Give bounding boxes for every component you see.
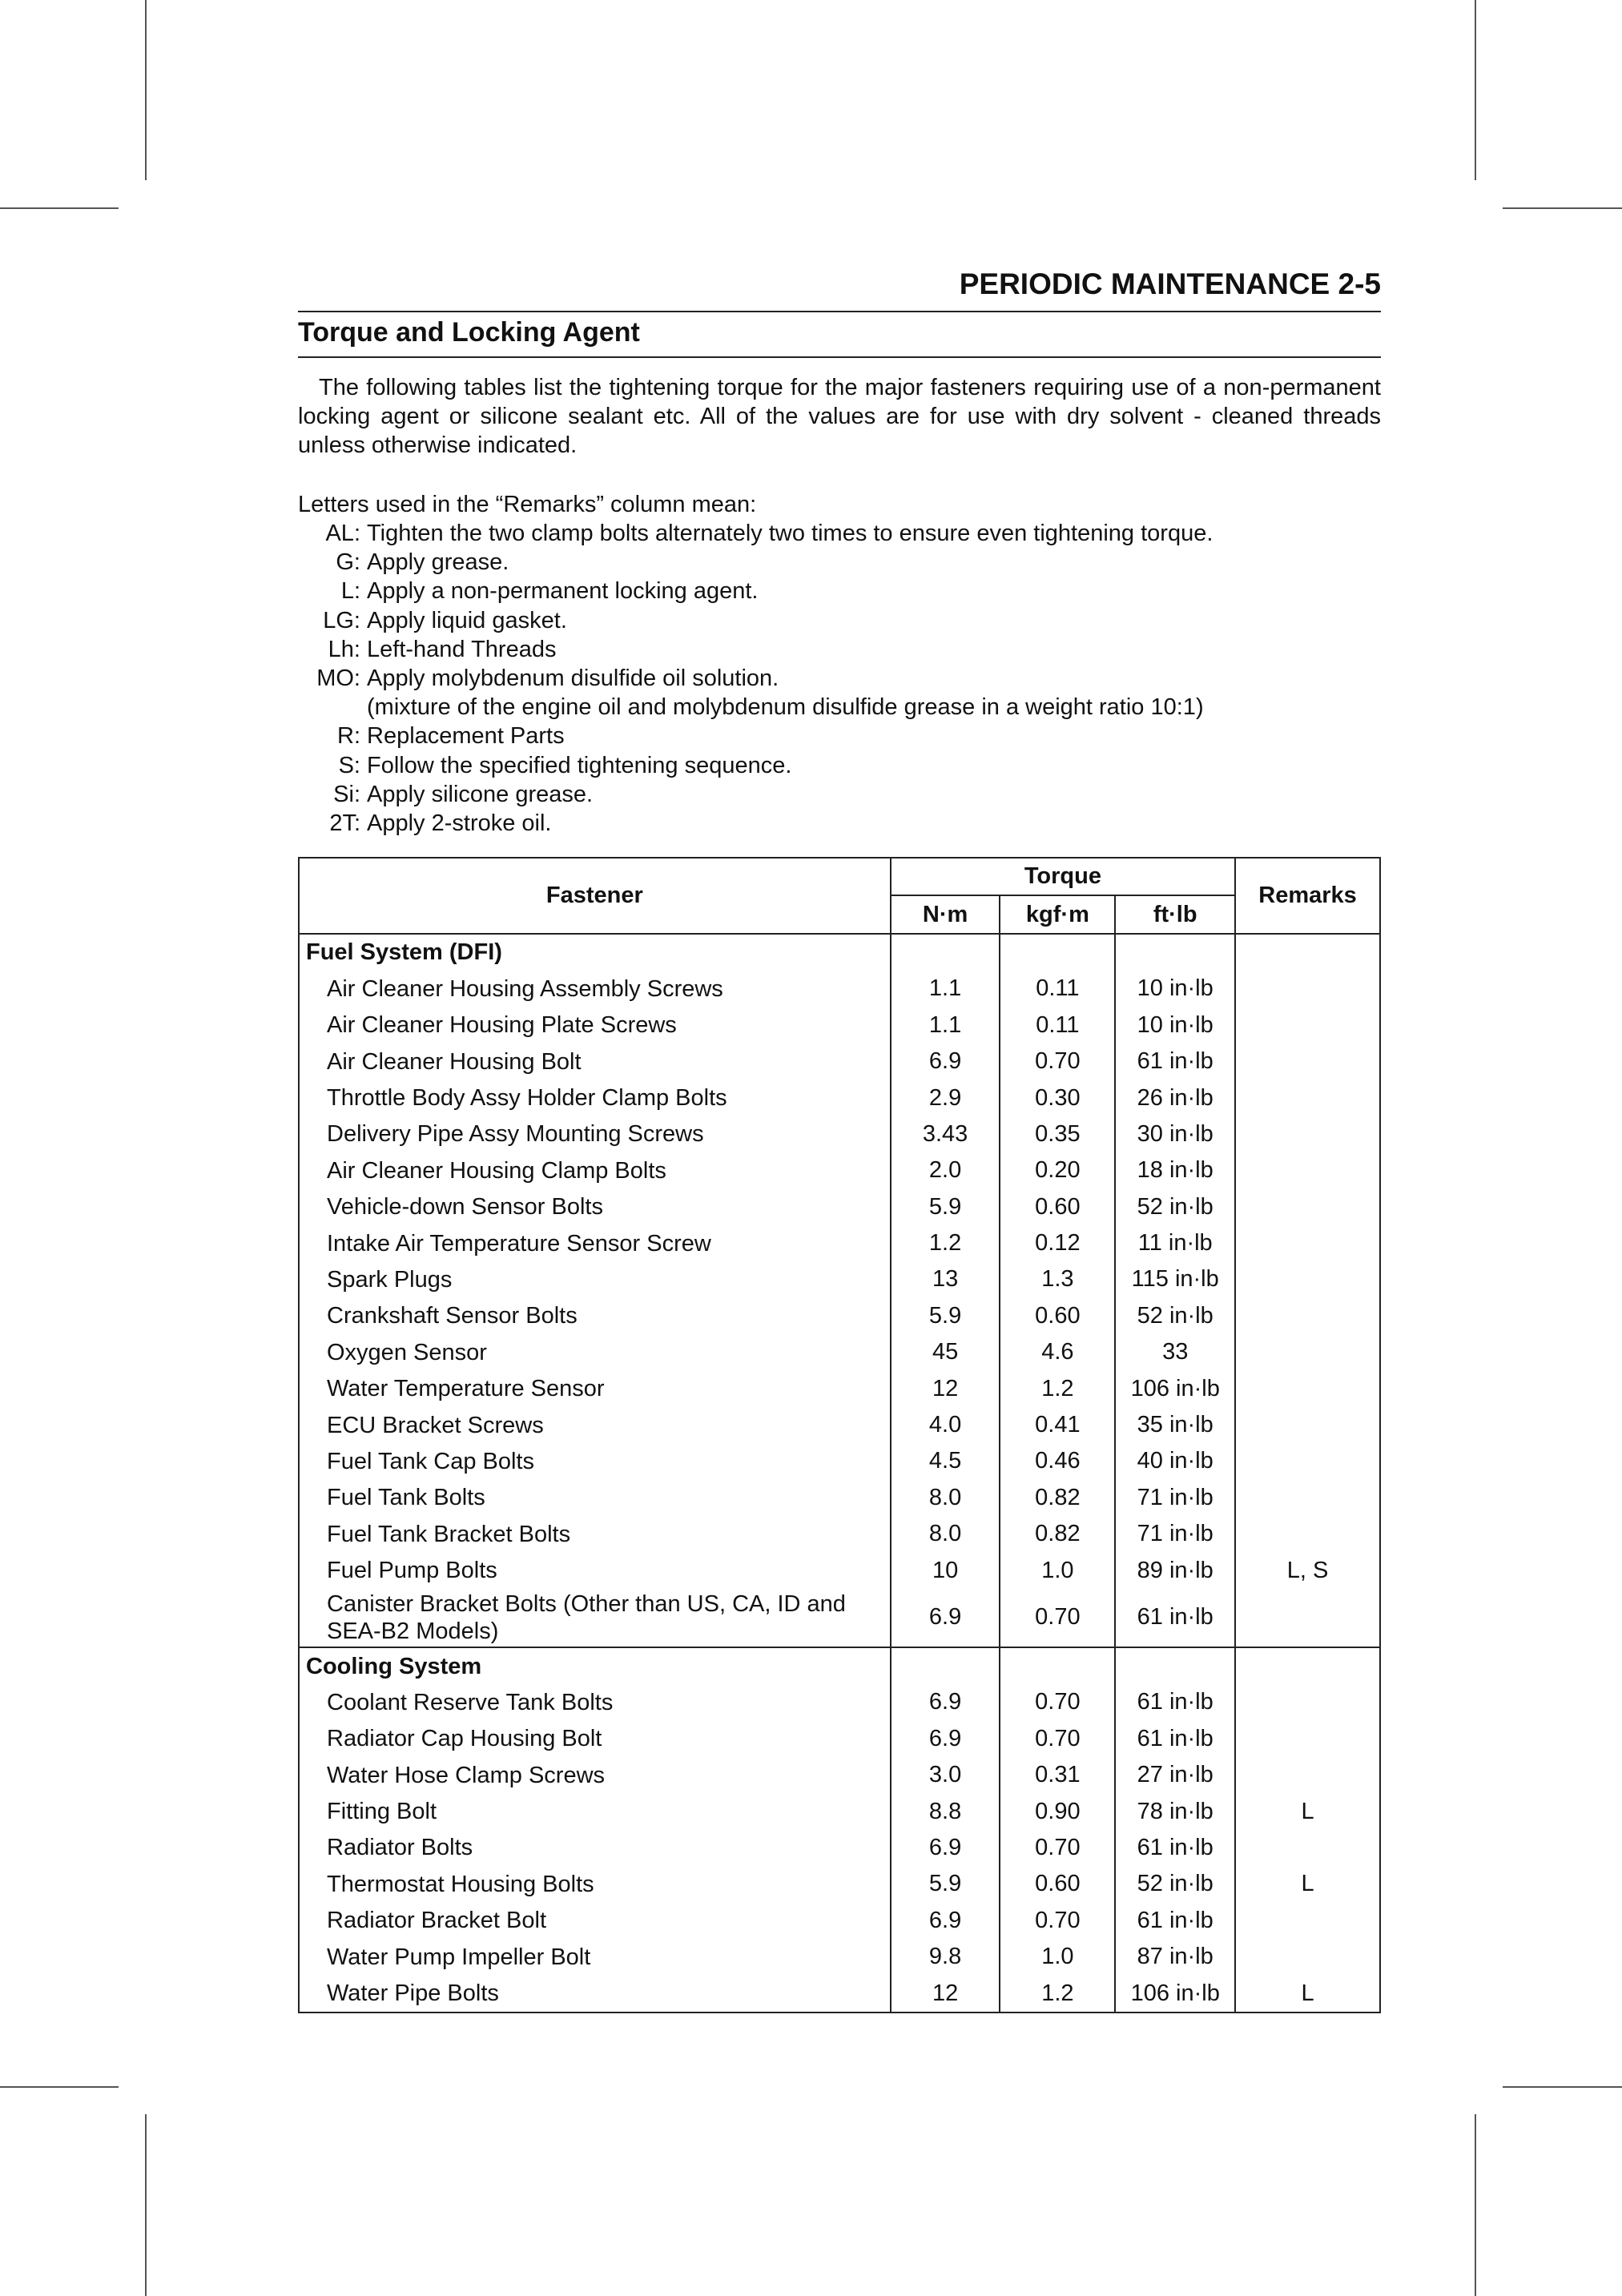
fastener-name: Canister Bracket Bolts (Other than US, CA, ID and SEA-B2 Models) [299,1589,891,1647]
torque-nm: 2.0 [891,1152,1000,1188]
torque-table [298,857,1381,2013]
torque-kgfm: 0.20 [1000,1152,1115,1188]
torque-nm: 45 [891,1334,1000,1370]
table-row [299,1370,1380,1406]
remarks-legend [298,519,1381,838]
table-row [299,1721,1380,1757]
torque-ftlb: 11 in·lb [1115,1225,1235,1261]
remarks-cell: L [1235,1975,1380,2012]
remarks-cell [1235,1757,1380,1793]
fastener-name: Fuel Tank Bolts [299,1480,891,1516]
table-row [299,1793,1380,1829]
header-nm: N·m [891,895,1000,933]
fastener-name: Air Cleaner Housing Clamp Bolts [299,1152,891,1188]
group-row [299,934,1380,971]
fastener-name: Crankshaft Sensor Bolts [299,1298,891,1334]
torque-kgfm: 0.70 [1000,1830,1115,1866]
torque-kgfm: 1.0 [1000,1552,1115,1588]
torque-nm: 6.9 [891,1589,1000,1647]
torque-kgfm: 1.2 [1000,1975,1115,2012]
table-row [299,1334,1380,1370]
fastener-name: Fuel Pump Bolts [299,1552,891,1588]
table-row [299,1589,1380,1647]
torque-ftlb: 52 in·lb [1115,1298,1235,1334]
table-group [299,934,1380,1647]
crop-mark [0,207,119,209]
crop-mark [1475,2114,1476,2296]
remarks-cell [1235,1152,1380,1188]
remarks-cell: L, S [1235,1552,1380,1588]
torque-ftlb: 61 in·lb [1115,1903,1235,1939]
torque-ftlb: 71 in·lb [1115,1516,1235,1552]
legend-text: Follow the specified tightening sequence. [367,752,792,778]
page-header: PERIODIC MAINTENANCE 2-5 [959,267,1381,300]
fastener-name: Coolant Reserve Tank Bolts [299,1684,891,1720]
torque-nm: 8.8 [891,1793,1000,1829]
fastener-name: Fuel Tank Bracket Bolts [299,1516,891,1552]
torque-ftlb: 35 in·lb [1115,1407,1235,1443]
legend-item [298,693,1381,722]
legend-item [298,664,1381,693]
legend-text: Apply a non-permanent locking agent. [367,578,759,605]
fastener-name: Fitting Bolt [299,1793,891,1829]
table-row [299,1007,1380,1043]
table-row [299,1480,1380,1516]
torque-ftlb: 33 [1115,1334,1235,1370]
torque-nm: 12 [891,1370,1000,1406]
crop-mark [145,2114,147,2296]
torque-kgfm: 0.60 [1000,1866,1115,1902]
legend-item [298,606,1381,635]
crop-mark [0,2086,119,2088]
table-group [299,1647,1380,2013]
header-rule [298,311,1381,312]
torque-kgfm: 0.30 [1000,1080,1115,1116]
legend-item [298,722,1381,750]
table-row [299,1757,1380,1793]
legend-item [298,751,1381,780]
legend-code [298,693,360,722]
torque-nm: 1.1 [891,1007,1000,1043]
table-row [299,1552,1380,1588]
legend-text: (mixture of the engine oil and molybdenum disulfide grease in a weight ratio 10:1) [367,694,1204,721]
empty-cell [1235,934,1380,971]
empty-cell [891,1647,1000,1684]
table-row [299,1516,1380,1552]
table-row [299,1830,1380,1866]
torque-ftlb: 30 in·lb [1115,1116,1235,1152]
crop-mark [145,0,147,180]
legend-item [298,577,1381,605]
remarks-cell [1235,1721,1380,1757]
legend-text: Apply grease. [367,549,509,576]
torque-kgfm: 0.82 [1000,1480,1115,1516]
torque-nm: 1.2 [891,1225,1000,1261]
legend-text: Apply molybdenum disulfide oil solution. [367,665,779,691]
torque-nm: 2.9 [891,1080,1000,1116]
torque-ftlb: 106 in·lb [1115,1370,1235,1406]
torque-ftlb: 52 in·lb [1115,1866,1235,1902]
torque-nm: 6.9 [891,1684,1000,1720]
torque-ftlb: 10 in·lb [1115,971,1235,1007]
fastener-name: Air Cleaner Housing Assembly Screws [299,971,891,1007]
legend-text: Apply silicone grease. [367,781,594,807]
torque-nm: 5.9 [891,1866,1000,1902]
legend-code: Lh: [328,636,360,662]
remarks-cell [1235,1407,1380,1443]
torque-nm: 5.9 [891,1189,1000,1225]
torque-nm: 8.0 [891,1516,1000,1552]
intro-paragraph [298,373,1381,460]
crop-mark [1503,2086,1622,2088]
torque-ftlb: 26 in·lb [1115,1080,1235,1116]
remarks-cell [1235,1189,1380,1225]
legend-code: R: [337,723,360,750]
remarks-cell [1235,1903,1380,1939]
crop-mark [1475,0,1476,180]
table-row [299,1684,1380,1720]
fastener-name: Air Cleaner Housing Plate Screws [299,1007,891,1043]
torque-nm: 1.1 [891,971,1000,1007]
table-row [299,1261,1380,1297]
legend-text: Replacement Parts [367,723,565,750]
table-row [299,1407,1380,1443]
fastener-name: Radiator Cap Housing Bolt [299,1721,891,1757]
torque-nm: 12 [891,1975,1000,2012]
torque-ftlb: 115 in·lb [1115,1261,1235,1297]
table-row [299,1866,1380,1902]
fastener-name: Radiator Bracket Bolt [299,1903,891,1939]
torque-ftlb: 87 in·lb [1115,1939,1235,1975]
torque-kgfm: 0.46 [1000,1443,1115,1479]
torque-nm: 8.0 [891,1480,1000,1516]
torque-nm: 3.43 [891,1116,1000,1152]
section-rule [298,356,1381,358]
torque-ftlb: 78 in·lb [1115,1793,1235,1829]
legend-text: Apply liquid gasket. [367,607,567,633]
legend-text: Apply 2-stroke oil. [367,810,552,836]
fastener-name: Water Hose Clamp Screws [299,1757,891,1793]
table-row [299,1080,1380,1116]
legend-item [298,780,1381,809]
legend-code: S: [338,752,360,778]
empty-cell [1235,1647,1380,1684]
remarks-cell [1235,1261,1380,1297]
remarks-cell [1235,1043,1380,1080]
torque-kgfm: 0.60 [1000,1189,1115,1225]
empty-cell [1115,1647,1235,1684]
torque-kgfm: 0.70 [1000,1903,1115,1939]
remarks-cell [1235,971,1380,1007]
fastener-name: Spark Plugs [299,1261,891,1297]
header-remarks: Remarks [1235,858,1380,934]
torque-ftlb: 89 in·lb [1115,1552,1235,1588]
torque-kgfm: 1.2 [1000,1370,1115,1406]
torque-ftlb: 61 in·lb [1115,1684,1235,1720]
torque-nm: 4.0 [891,1407,1000,1443]
torque-kgfm: 0.60 [1000,1298,1115,1334]
torque-kgfm: 4.6 [1000,1334,1115,1370]
torque-kgfm: 0.35 [1000,1116,1115,1152]
fastener-name: Oxygen Sensor [299,1334,891,1370]
torque-ftlb: 106 in·lb [1115,1975,1235,2012]
torque-nm: 13 [891,1261,1000,1297]
fastener-name: Air Cleaner Housing Bolt [299,1043,891,1080]
torque-kgfm: 0.70 [1000,1589,1115,1647]
torque-kgfm: 0.70 [1000,1684,1115,1720]
remarks-cell [1235,1939,1380,1975]
legend-code: 2T: [329,810,360,836]
torque-ftlb: 40 in·lb [1115,1443,1235,1479]
remarks-cell [1235,1480,1380,1516]
torque-nm: 10 [891,1552,1000,1588]
legend-code: AL: [325,521,360,546]
intro-text: The following tables list the tightening torque for the major fasteners requiring use of a non-permanent locking agent or silicone sealant etc. All of the values are for use with dry solvent - cleaned threads unless otherwise indicated. [298,375,1381,458]
torque-nm: 5.9 [891,1298,1000,1334]
torque-kgfm: 0.31 [1000,1757,1115,1793]
torque-ftlb: 71 in·lb [1115,1480,1235,1516]
fastener-name: Throttle Body Assy Holder Clamp Bolts [299,1080,891,1116]
fastener-name: Delivery Pipe Assy Mounting Screws [299,1116,891,1152]
torque-nm: 6.9 [891,1830,1000,1866]
fastener-name: ECU Bracket Screws [299,1407,891,1443]
legend-text: Tighten the two clamp bolts alternately two times to ensure even tightening torque. [367,521,1213,546]
empty-cell [1000,934,1115,971]
torque-ftlb: 61 in·lb [1115,1830,1235,1866]
table-row [299,1298,1380,1334]
empty-cell [891,934,1000,971]
group-row [299,1647,1380,1684]
fastener-name: Water Pump Impeller Bolt [299,1939,891,1975]
torque-kgfm: 0.90 [1000,1793,1115,1829]
group-name: Cooling System [299,1647,891,1684]
torque-kgfm: 0.11 [1000,971,1115,1007]
remarks-cell [1235,1080,1380,1116]
table-row [299,1975,1380,2012]
torque-nm: 6.9 [891,1903,1000,1939]
torque-kgfm: 0.82 [1000,1516,1115,1552]
torque-nm: 6.9 [891,1721,1000,1757]
torque-ftlb: 27 in·lb [1115,1757,1235,1793]
torque-ftlb: 61 in·lb [1115,1721,1235,1757]
table-row [299,1116,1380,1152]
remarks-cell [1235,1370,1380,1406]
legend-item [298,635,1381,664]
fastener-name: Thermostat Housing Bolts [299,1866,891,1902]
fastener-name: Intake Air Temperature Sensor Screw [299,1225,891,1261]
empty-cell [1115,934,1235,971]
torque-ftlb: 52 in·lb [1115,1189,1235,1225]
remarks-cell [1235,1225,1380,1261]
empty-cell [1000,1647,1115,1684]
fastener-name: Radiator Bolts [299,1830,891,1866]
legend-code: Si: [333,781,360,807]
legend-code: LG: [323,607,360,633]
torque-kgfm: 0.12 [1000,1225,1115,1261]
legend-item [298,519,1381,548]
legend-code: G: [336,549,360,576]
table-row [299,1152,1380,1188]
legend-code: MO: [316,665,360,691]
fastener-name: Water Temperature Sensor [299,1370,891,1406]
header-fastener: Fastener [299,858,891,934]
header-torque: Torque [891,858,1235,895]
table-row [299,1189,1380,1225]
torque-nm: 9.8 [891,1939,1000,1975]
table-row [299,1939,1380,1975]
torque-nm: 3.0 [891,1757,1000,1793]
crop-mark [1503,207,1622,209]
remarks-cell [1235,1298,1380,1334]
torque-kgfm: 1.0 [1000,1939,1115,1975]
remarks-cell [1235,1589,1380,1647]
fastener-name: Vehicle-down Sensor Bolts [299,1189,891,1225]
table-row [299,1443,1380,1479]
legend-item [298,548,1381,577]
remarks-cell [1235,1334,1380,1370]
torque-ftlb: 61 in·lb [1115,1589,1235,1647]
section-title: Torque and Locking Agent [298,317,640,348]
group-name: Fuel System (DFI) [299,934,891,971]
remarks-cell [1235,1443,1380,1479]
remarks-cell: L [1235,1866,1380,1902]
remarks-cell: L [1235,1793,1380,1829]
legend-code: L: [340,578,360,605]
torque-nm: 6.9 [891,1043,1000,1080]
torque-kgfm: 0.41 [1000,1407,1115,1443]
table-row [299,1903,1380,1939]
table-row [299,971,1380,1007]
torque-ftlb: 18 in·lb [1115,1152,1235,1188]
torque-ftlb: 10 in·lb [1115,1007,1235,1043]
legend-item [298,809,1381,838]
torque-ftlb: 61 in·lb [1115,1043,1235,1080]
fastener-name: Water Pipe Bolts [299,1975,891,2012]
remarks-cell [1235,1516,1380,1552]
legend-text: Left-hand Threads [367,636,557,662]
legend-intro: Letters used in the “Remarks” column mean: [298,492,757,517]
remarks-cell [1235,1684,1380,1720]
torque-kgfm: 0.70 [1000,1043,1115,1080]
header-ftlb: ft·lb [1115,895,1235,933]
remarks-cell [1235,1007,1380,1043]
remarks-cell [1235,1830,1380,1866]
table-row [299,1225,1380,1261]
torque-nm: 4.5 [891,1443,1000,1479]
torque-kgfm: 1.3 [1000,1261,1115,1297]
remarks-cell [1235,1116,1380,1152]
torque-kgfm: 0.11 [1000,1007,1115,1043]
table-row [299,1043,1380,1080]
torque-kgfm: 0.70 [1000,1721,1115,1757]
fastener-name: Fuel Tank Cap Bolts [299,1443,891,1479]
header-kgfm: kgf·m [1000,895,1115,933]
